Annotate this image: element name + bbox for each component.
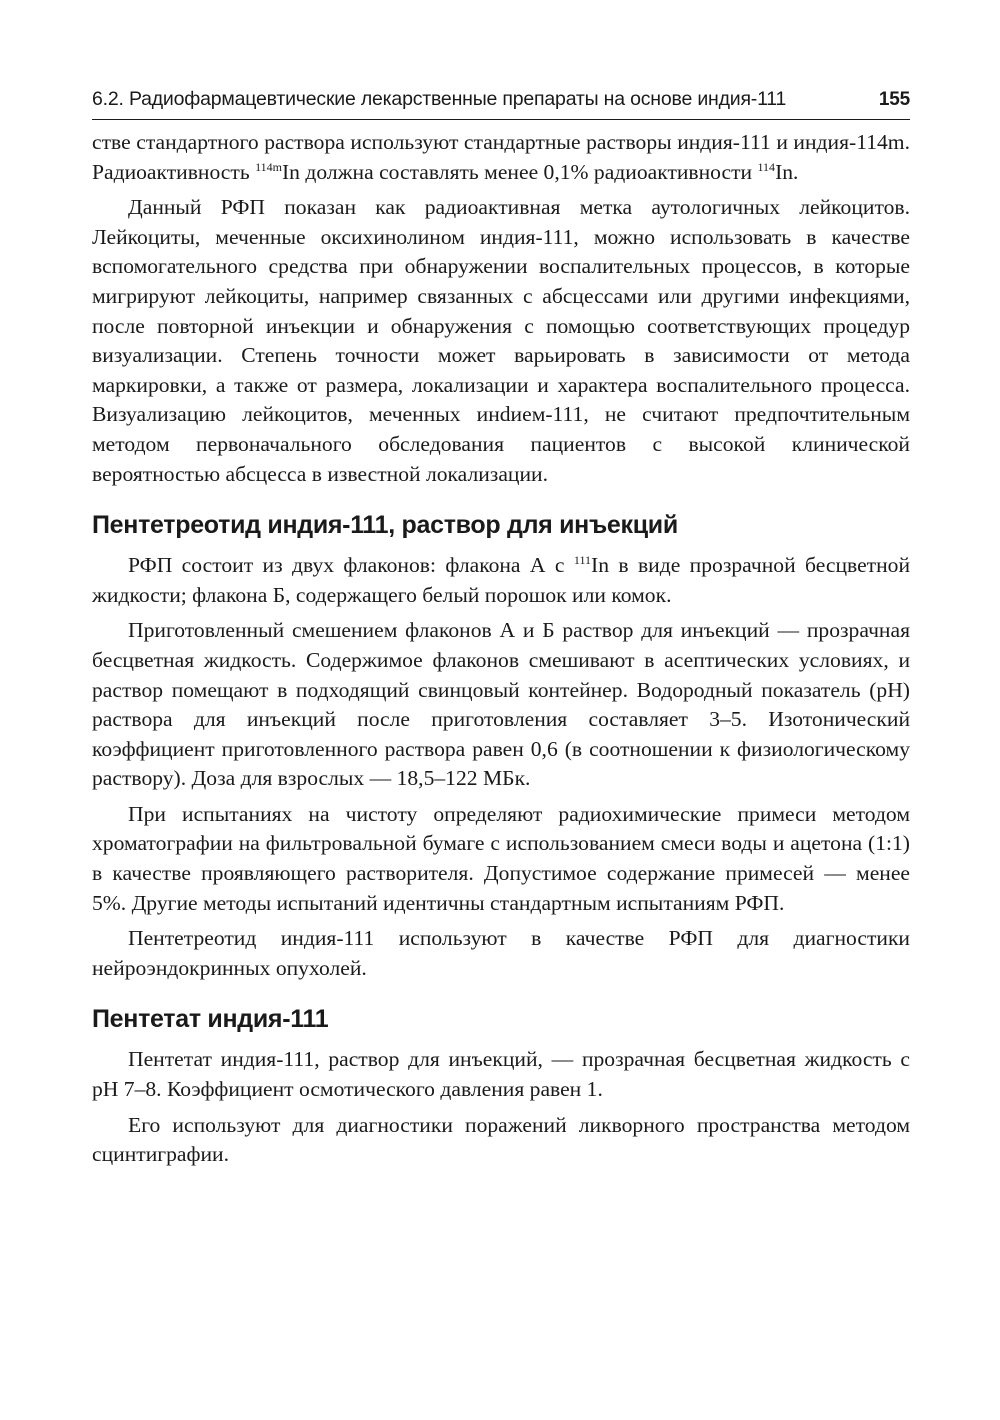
- pentetate-paragraph-2: Его используют для диагностики поражений ликворного пространства методом сцинтиграфии.: [92, 1112, 910, 1167]
- section-heading-pentetate: Пентетат индия-111: [92, 1005, 329, 1034]
- superscript-111: 111: [573, 553, 591, 568]
- pentetreotide-p1-part-a: РФП состоит из двух флаконов: флакона А с: [128, 553, 574, 578]
- pentetreotide-paragraph-3: При испытаниях на чистоту определяют радиохимические примеси методом хроматографии на фильтровальной бумаге с использованием смеси воды и ацетона (1:1) в качестве проявляющего растворителя. Допустимое содержание примесей — менее 5%. Другие методы испытаний идентичны стандартным испытаниям РФП.: [92, 801, 910, 915]
- pentetate-paragraph-1: Пентетат индия-111, раствор для инъекций, — прозрачная бесцветная жидкость с pH 7–8. Коэффициент осмотического давления равен 1.: [92, 1047, 910, 1102]
- intro-paragraph-1: [92, 128, 910, 187]
- running-head-title: 6.2. Радиофармацевтические лекарственные препараты на основе индия-111: [92, 88, 787, 110]
- intro-p1-part-b: In должна составлять менее 0,1% радиоактивности: [281, 159, 758, 184]
- pentetreotide-paragraph-1: [92, 551, 910, 610]
- running-head: [92, 84, 910, 120]
- pentetate-text: [92, 1045, 910, 1169]
- intro-text: [92, 128, 910, 489]
- superscript-114: 114: [757, 159, 776, 174]
- pentetreotide-paragraph-4: Пентетреотид индия-111 используют в качестве РФП для диагностики нейроэндокринных опухолей.: [92, 926, 910, 980]
- section-heading-pentetreotide: Пентетреотид индия-111, раствор для инъекций: [92, 511, 678, 540]
- book-page: [92, 84, 910, 1170]
- pentetreotide-text: [92, 551, 910, 983]
- intro-p1-part-c: In.: [775, 159, 799, 184]
- pentetreotide-paragraph-2: Приготовленный смешением флаконов А и Б раствор для инъекций — прозрачная бесцветная жидкость. Содержимое флаконов смешивают в асептических условиях, и раствор помещают в подходящий свинцовый контейнер. Водородный показатель (pH) раствора для инъекций после приготовления составляет 3–5. Изотонический коэффициент приготовленного раствора равен 0,6 (в соотношении к физиологическому раствору). Доза для взрослых — 18,5–122 МБк.: [92, 618, 910, 791]
- pentetreotide-p1-part-b: In в виде прозрачной бесцветной жидкости; флакона Б, содержащего белый порошок или комок.: [92, 553, 911, 607]
- intro-paragraph-2: Данный РФП показан как радиоактивная метка аутологичных лейкоцитов. Лейкоциты, меченные оксихинолином индия-111, можно использовать в качестве вспомогательного средства при обнаружении воспалительных процессов, в которые мигрируют лейкоциты, например связанных с абсцессами или другими инфекциями, после повторной инъекции и обнаружения с помощью соответствующих процедур визуализации. Степень точности может варьировать в зависимости от метода маркировки, а также от размера, локализации и характера воспалительного процесса. Визуализацию лейкоцитов, меченных инdием-111, не считают предпочтительным методом первоначального обследования пациентов с высокой клинической вероятностью абсцесса в известной локализации.: [92, 195, 910, 486]
- page-number: 155: [878, 89, 910, 110]
- intro-p1-part-a: стве стандартного раствора используют стандартные растворы индия-111 и индия-114m. Радиоактивность: [92, 130, 910, 184]
- superscript-114m: 114m: [255, 159, 282, 174]
